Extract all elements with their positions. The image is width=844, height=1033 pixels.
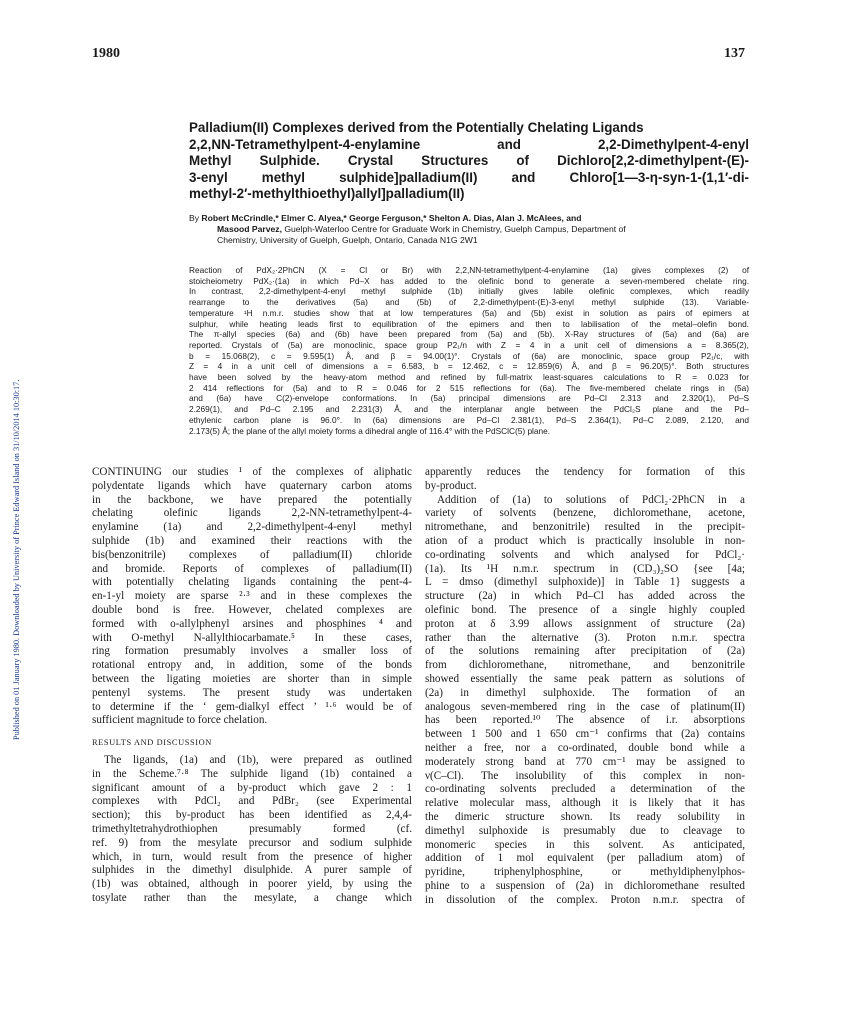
text-line: bis(benzonitrile) complexes of palladium(II) chloride [92,548,412,561]
text-line: neither a free, nor a co-ordinated, double bond while a [425,741,745,754]
article-title [189,120,749,203]
text-line: in dissolution of the complex. Proton n.m.r. spectra of [425,893,745,906]
title-line: 3-enyl methyl sulphide]palladium(II) and Chloro[1—3-η-syn-1-(1,1′-di- [189,169,749,185]
text-line: rearrange to the derivatives (5a) and (5b) of 2,2-dimethylpent-(E)-3-enyl methyl sulphide (13). Variable- [189,297,749,308]
text-line: section); this by-product has been identified as 2,4,4- [92,809,412,822]
text-line: rather than the alternative (3). Proton n.m.r. spectra [425,631,745,644]
authors-names: Robert McCrindle,* Elmer C. Alyea,* George Ferguson,* Shelton A. Dias, Alan J. McAlees, and [201,213,582,223]
text-line: ation of a product which is practically insoluble in non- [425,534,745,547]
text-line: between the ligating moieties are shorter than in simple [92,672,412,685]
text-line: 2.173(5) Å; the plane of the allyl moiety forms a dihedral angle of 116.4° with the PdSClC(5) plane. [189,425,551,436]
text-line: chelating olefinic ligands 2,2-NN-tetramethylpent-4- [92,507,412,520]
text-line: tosylate rather than the mesylate, a change which [92,891,412,904]
text-line: enylamine (1a) and 2,2-dimethylpent-4-enyl methyl [92,521,412,534]
text-line: apparently reduces the tendency for formation of this [425,466,745,478]
text-line: pentenyl systems. The present study was undertaken [92,686,412,699]
section-heading: RESULTS AND DISCUSSION [92,738,212,748]
page-number: 137 [724,46,745,61]
text-line: analogous seven-membered ring in the case of platinum(II) [425,700,745,713]
text-line: have been solved by the heavy-atom method and refined by full-matrix least-squares calculations to R = 0.023 for [189,372,749,383]
text-line: with O-methyl N-allylthiocarbamate.⁵ In these cases, [92,631,412,644]
text-line: in the Scheme.⁷·⁸ The sulphide ligand (1b) contained a [92,767,412,780]
text-line: ν(C–Cl). The insolubility of this complex in non- [425,769,745,782]
text-line: and bromide. Reports of complexes of palladium(II) [92,562,412,575]
title-line: Methyl Sulphide. Crystal Structures of Dichloro[2,2-dimethylpent-(E)- [189,153,749,169]
text-line: temperature ¹H n.m.r. studies show that at low temperatures (5a) and (5b) exist in solution as pairs of epimers at [189,307,749,318]
text-line: L = dmso (dimethyl sulphoxide)] in Table 1} suggests a [425,576,745,589]
page-year: 1980 [92,46,120,61]
text-line: stoicheiometry PdX₂·(1a) in which Pd–X has added to the olefinic bond to generate a seven-membered chelate ring. [189,275,749,286]
text-line: reported. Crystals of (5a) are monoclinic, space group P2₁/n with Z = 4 in a unit cell of dimensions a = 8.365(2), [189,339,749,350]
author-byline [189,213,749,246]
text-line: rotational entropy and, in addition, some of the bonds [92,659,412,672]
text-line: of the solutions remaining after precipitation of (2a) [425,645,745,658]
text-line: polydentate ligands which have quaternary carbon atoms [92,479,412,492]
text-line: trimethyltetrahydrothiophen presumably formed (cf. [92,822,412,835]
affiliation: Guelph-Waterloo Centre for Graduate Work in Chemistry, Guelph Campus, Department of [281,224,626,234]
abstract [189,265,749,436]
text-line: In contrast, 2,2-dimethylpent-4-enyl methyl sulphide (1b) initially gives labile olefinic complexes, which readily [189,286,749,297]
text-line: 2 414 reflections for (5a) and to R = 0.046 for 2 515 reflections for (6a). The five-membered chelate rings in (5a) [189,382,749,393]
text-line: sulphide (1b) and examined their reactions with the [92,534,412,547]
authors-names-cont: Masood Parvez, [217,224,282,234]
text-line: nitromethane, and benzonitrile) resulted in the precipit- [425,521,745,534]
text-line: sufficient magnitude to force chelation. [92,714,268,727]
text-line: (1a). Its ¹H n.m.r. spectrum in (CD₃)₂SO {see [4a; [425,562,745,575]
text-line: phine to a suspension of (2a) in dichloromethane resulted [425,879,745,892]
text-line: co-ordinating solvents and which analysed for PdCl₂· [425,548,745,561]
text-line: to determine if the ‘ gem-dialkyl effect ’ ¹·⁶ would be of [92,700,412,713]
title-line: methyl-2′-methylthioethyl)allyl]palladium(II) [189,186,465,202]
text-line: addition of 1 mol equivalent (per palladium atom) of [425,852,745,865]
text-line: CONTINUING our studies ¹ of the complexes of aliphatic [92,466,412,478]
text-line: sulphides in the dimethyl disulphide. A purer sample of [92,864,412,877]
text-line: which, in turn, would result from the presence of higher [92,850,412,863]
authors-line [189,213,749,224]
text-line: ref. 9) from the mesylate precursor and sodium sulphide [92,836,412,849]
text-line: has been reported.¹⁰ The absence of i.r. absorptions [425,714,745,727]
download-stamp [2,150,21,750]
affiliation-line: Chemistry, University of Guelph, Guelph, Ontario, Canada N1G 2W1 [217,235,478,245]
text-line: formed with o-allylphenyl arsines and phosphines ⁴ and [92,617,412,630]
text-line: (2a) in dimethyl sulphoxide. The formation of an [425,686,745,699]
text-line: by-product. [425,479,477,492]
text-line: dimethyl sulphoxide is presumably due to cleavage to [425,824,745,837]
text-line: co-ordinating solvents precluded a determination of the [425,783,745,796]
text-line: variety of solvents (benzene, dichloromethane, acetone, [425,507,745,520]
text-line: complexes with PdCl₂ and PdBr₂ (see Experimental [92,795,412,808]
title-line: Palladium(II) Complexes derived from the Potentially Chelating Ligands [189,120,644,135]
text-line: 2.269(1), and Pd–C 2.195 and 2.231(3) Å, and the interplanar angle between the PdCl₂S plane and the Pd– [189,404,749,415]
text-line: structure (2a) in which Pd–Cl has added across the [425,590,745,603]
text-line: Reaction of PdX₂·2PhCN (X = Cl or Br) with 2,2,NN-tetramethylpent-4-enylamine (1a) gives complexes (2) of [189,265,749,275]
text-line: from dichloromethane, nitromethane, and benzonitrile [425,659,745,672]
text-line: showed essentially the same peak pattern as solutions of [425,672,745,685]
text-line: proton at δ 3.99 allows assignment of structure (2a) [425,617,745,630]
text-line: in the backbone, we have prepared the potentially [92,493,412,506]
text-line: Addition of (1a) to solutions of PdCl₂·2PhCN in a [437,493,745,506]
text-line: ethylenic carbon plane is 96.0°. In (6a) dimensions are Pd–Cl 2.381(1), Pd–S 2.364(1), Pd–C 2.089, 2.120, and [189,414,749,425]
text-line: moderately strong band at 770 cm⁻¹ may be assigned to [425,755,745,768]
text-line: significant amount of a by-product which gave 2 : 1 [92,781,412,794]
text-line: relative molecular mass, although it is likely that it has [425,797,745,810]
text-line: sulphur, while heating leads first to equilibration of the epimers and then to labilisation of the metal–olefin bond. [189,318,749,329]
text-line: ring formation presumably involves a smaller loss of [92,645,412,658]
text-line: and (6a) have C(2)-envelope conformations. In (5a) principal dimensions are Pd–Cl 2.313 and 2.320(1), Pd–S [189,393,749,404]
text-line: double bond is free. However, chelated complexes are [92,603,412,616]
text-line: Z = 4 in a unit cell of dimensions a = 6.583, b = 12.462, c = 12.859(6) Å, and β = 96.20(5)°. Both structures [189,361,749,372]
title-line: 2,2,NN-Tetramethylpent-4-enylamine and 2,2-Dimethylpent-4-enyl [189,136,749,152]
text-line: with potentially chelating ligands containing the pent-4- [92,576,412,589]
text-line: the dimeric structure shown. Its ready solubility in [425,810,745,823]
text-line: pyridine, triphenylphosphine, or methyldiphenylphos- [425,866,745,879]
text-line: en-1-yl moiety are sparse ²·³ and in these complexes the [92,590,412,603]
text-line: monomeric species in this solvent. As anticipated, [425,838,745,851]
left-column [92,466,412,906]
text-line: b = 15.068(2), c = 9.595(1) Å, and β = 94.00(1)°. Crystals of (6a) are monoclinic, space group P2₁/c, with [189,350,749,361]
authors-line [189,224,749,235]
text-line: between 1 500 and 1 650 cm⁻¹ confirms that (2a) contains [425,728,745,741]
authors-prefix: By [189,213,200,223]
text-line: The π-allyl species (6a) and (6b) have been prepared from (5a) and (5b). X-Ray structures of (5a) and (6a) are [189,329,749,340]
text-line: (1b) was obtained, although in poorer yield, by using the [92,878,412,891]
text-line: The ligands, (1a) and (1b), were prepared as outlined [104,753,412,766]
text-line: olefinic bond. The presence of a single highly coupled [425,603,745,616]
right-column [425,466,745,908]
download-stamp-text: Published on 01 January 1980. Downloaded by University of Prince Edward Island on 31/10/2014 10:30:17. [12,379,21,740]
